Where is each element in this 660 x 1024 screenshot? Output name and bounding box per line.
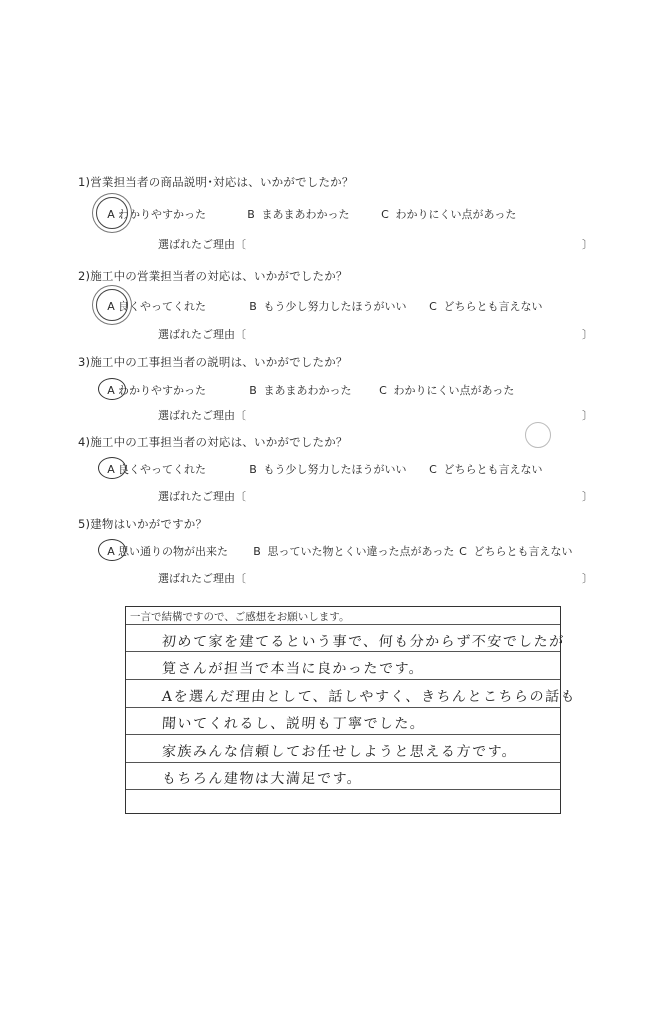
selection-circle-icon	[96, 197, 128, 229]
option-c[interactable]: C どちらとも言えない	[429, 463, 543, 476]
handwritten-line: Aを選んだ理由として、話しやすく、きちんとこちらの話も	[161, 689, 577, 705]
option-a[interactable]: A 良くやってくれた	[104, 298, 206, 314]
ruled-line	[126, 762, 560, 763]
reason-field-4[interactable]: 選ばれたご理由〔 〕	[158, 490, 593, 503]
option-a[interactable]: A 良くやってくれた	[104, 461, 206, 477]
option-c[interactable]: C どちらとも言えない	[459, 545, 573, 558]
handwritten-line: 聞いてくれるし、説明も丁寧でした。	[161, 716, 426, 732]
option-b[interactable]: B もう少し努力したほうがいい	[249, 300, 407, 313]
option-b[interactable]: B まあまあわかった	[247, 208, 350, 221]
option-b[interactable]: B もう少し努力したほうがいい	[249, 463, 407, 476]
comment-box[interactable]	[125, 606, 577, 814]
reason-field-5[interactable]: 選ばれたご理由〔 〕	[158, 572, 593, 585]
ruled-line	[126, 651, 560, 652]
ruled-line	[126, 679, 560, 680]
option-c[interactable]: C わかりにくい点があった	[379, 384, 515, 397]
reason-field-2[interactable]: 選ばれたご理由〔 〕	[158, 328, 593, 341]
selection-circle-icon	[96, 289, 128, 321]
option-a[interactable]: A わかりやすかった	[104, 382, 206, 398]
option-c[interactable]: C わかりにくい点があった	[381, 208, 517, 221]
selection-circle-icon	[98, 539, 126, 561]
handwritten-line: 初めて家を建てるという事で、何も分からず不安でしたが	[161, 634, 566, 650]
option-b[interactable]: B 思っていた物とくい違った点があった	[253, 545, 455, 558]
handwritten-line: 筧さんが担当で本当に良かったです。	[161, 661, 425, 677]
question-1: 1)営業担当者の商品説明･対応は、いかがでしたか？	[78, 175, 354, 189]
selection-circle-icon	[98, 378, 126, 400]
comment-box-title: 一言で結構ですので、ご感想をお願いします。	[130, 611, 350, 623]
option-c[interactable]: C どちらとも言えない	[429, 300, 543, 313]
question-4: 4)施工中の工事担当者の対応は、いかがでしたか？	[78, 435, 348, 449]
option-b[interactable]: B まあまあわかった	[249, 384, 352, 397]
question-2: 2)施工中の営業担当者の対応は、いかがでしたか？	[78, 269, 348, 283]
ruled-line	[126, 789, 560, 790]
ruled-line	[126, 707, 560, 708]
reason-field-1[interactable]: 選ばれたご理由〔 〕	[158, 238, 593, 251]
ruled-line	[126, 734, 560, 735]
question-5: 5)建物はいかがですか？	[78, 517, 208, 531]
selection-circle-icon	[98, 457, 126, 479]
ruled-line	[126, 624, 560, 625]
punch-hole-mark	[525, 422, 551, 448]
option-a[interactable]: A わかりやすかった	[104, 206, 206, 222]
handwritten-line: もちろん建物は大満足です。	[161, 771, 363, 787]
question-3: 3)施工中の工事担当者の説明は、いかがでしたか？	[78, 355, 348, 369]
option-a[interactable]: A 思い通りの物が出来た	[104, 543, 228, 559]
handwritten-line: 家族みんな信頼してお任せしようと思える方です。	[161, 744, 518, 760]
reason-field-3[interactable]: 選ばれたご理由〔 〕	[158, 409, 593, 422]
